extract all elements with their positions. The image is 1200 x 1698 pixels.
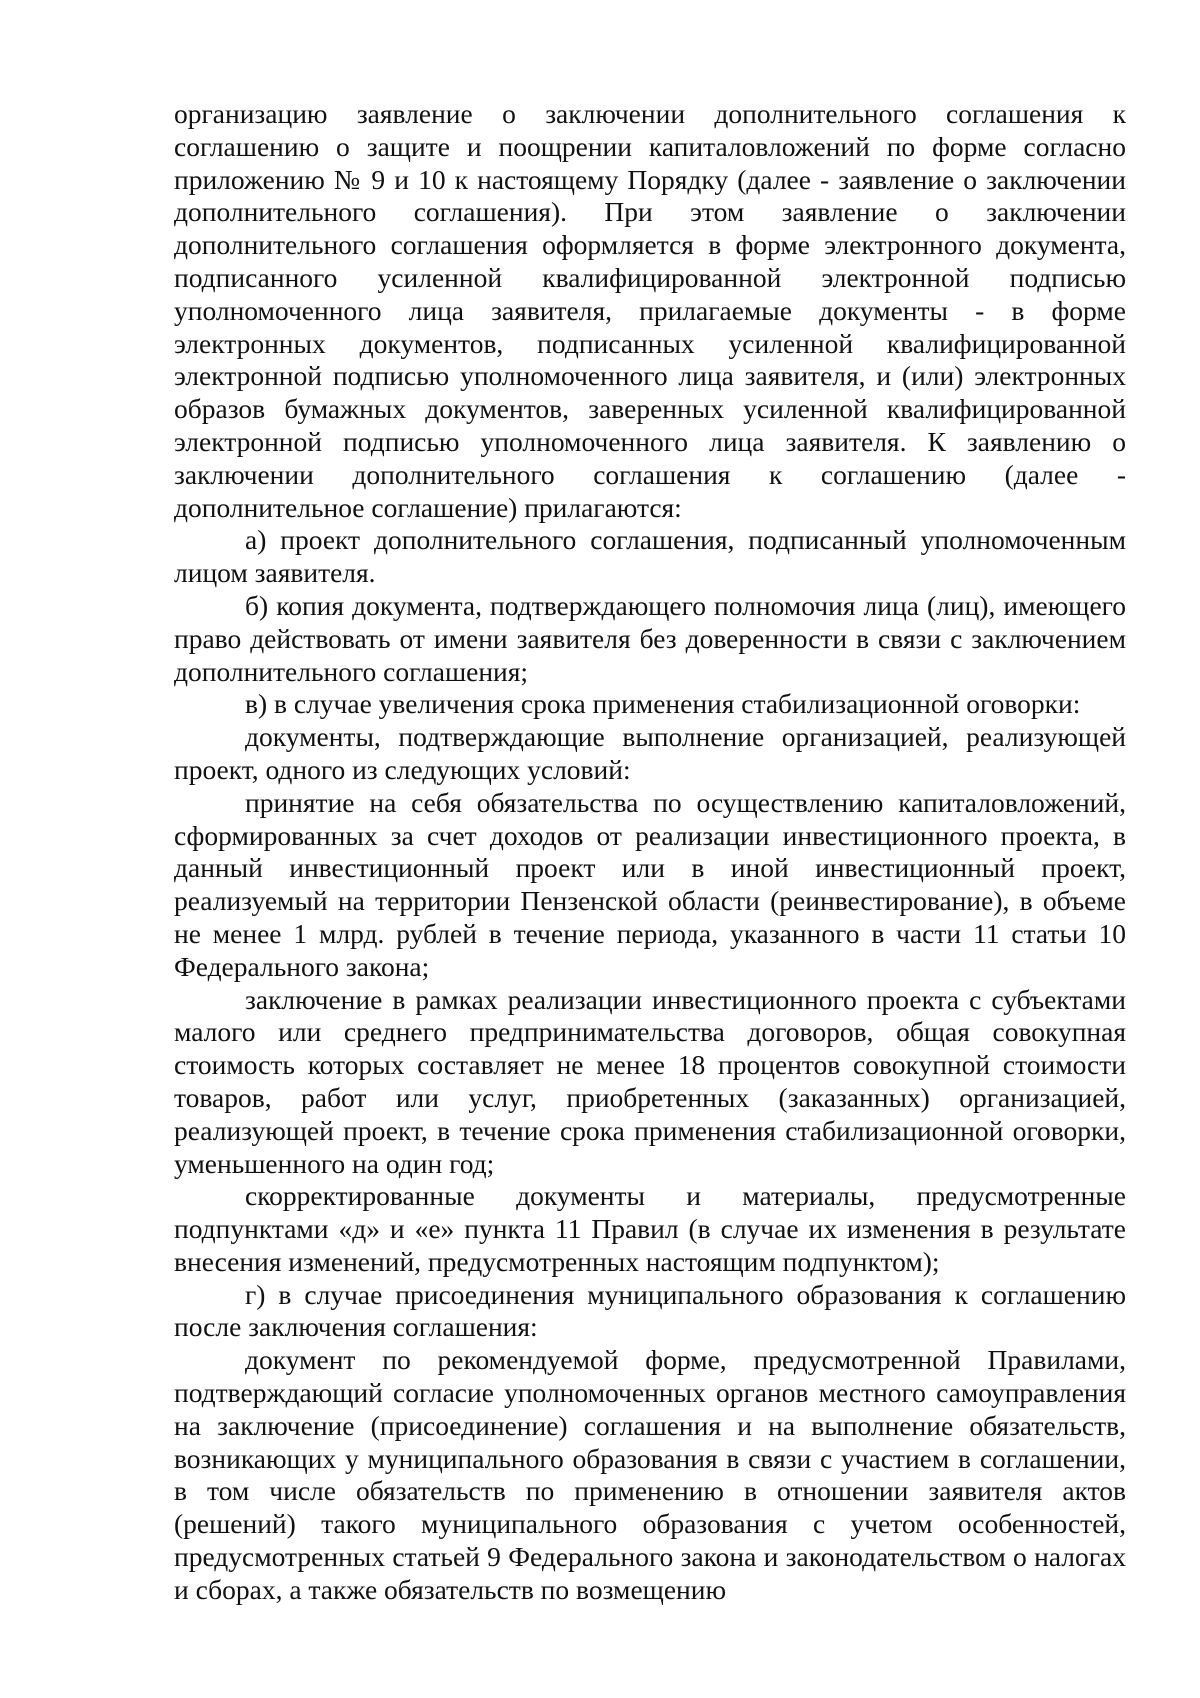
paragraph-item-g-consent-document: документ по рекомендуемой форме, предусмотренной Правилами, подтверждающий согласие уполномоченных органов местного самоуправления на заключение (присоединение) соглашения и на выполнение обязательств, возникающих у муниципального образования в связи с участием в соглашении, в том числе обязательств по применению в отношении заявителя актов (решений) такого муниципального образования с учетом особенностей, предусмотренных статьей 9 Федерального закона и законодательством о налогах и сборах, а также обязательств по возмещению: [174, 1344, 1126, 1605]
paragraph-item-v: в) в случае увеличения срока применения стабилизационной оговорки:: [245, 688, 1081, 720]
paragraph-item-v-sme-contracts: заключение в рамках реализации инвестиционного проекта с субъектами малого или среднего предпринимательства договоров, общая совокупная стоимость которых составляет не менее 18 процентов совокупной стоимости товаров, работ или услуг, приобретенных (заказанных) организацией, реализующей проект, в течение срока применения стабилизационной оговорки, уменьшенного на один год;: [174, 983, 1126, 1179]
paragraph-item-g: г) в случае присоединения муниципального образования к соглашению после заключения соглашения:: [174, 1278, 1126, 1343]
paragraph-item-b: б) копия документа, подтверждающего полномочия лица (лиц), имеющего право действовать от имени заявителя без доверенности в связи с заключением дополнительного соглашения;: [174, 589, 1126, 687]
paragraph-item-v-documents: документы, подтверждающие выполнение организацией, реализующей проект, одного из следующих условий:: [174, 721, 1126, 785]
paragraph-item-v-corrected-documents: скорректированные документы и материалы, предусмотренные подпунктами «д» и «е» пункта 11 Правил (в случае их изменения в результате внесения изменений, предусмотренных настоящим подпунктом);: [174, 1180, 1126, 1277]
paragraph-intro: организацию заявление о заключении дополнительного соглашения к соглашению о защите и поощрении капиталовложений по форме согласно приложению № 9 и 10 к настоящему Порядку (далее - заявление о заключении дополнительного соглашения). При этом заявление о заключении дополнительного соглашения оформляется в форме электронного документа, подписанного усиленной квалифицированной электронной подписью уполномоченного лица заявителя, прилагаемые документы - в форме электронных документов, подписанных усиленной квалифицированной электронной подписью уполномоченного лица заявителя, и (или) электронных образов бумажных документов, заверенных усиленной квалифицированной электронной подписью уполномоченного лица заявителя. К заявлению о заключении дополнительного соглашения к соглашению (далее - дополнительное соглашение) прилагаются:: [174, 98, 1126, 523]
paragraph-item-v-reinvestment: принятие на себя обязательства по осуществлению капиталовложений, сформированных за счет доходов от реализации инвестиционного проекта, в данный инвестиционный проект или в иной инвестиционный проект, реализуемый на территории Пензенской области (реинвестирование), в объеме не менее 1 млрд. рублей в течение периода, указанного в части 11 статьи 10 Федерального закона;: [174, 786, 1126, 982]
paragraph-item-a: а) проект дополнительного соглашения, подписанный уполномоченным лицом заявителя.: [174, 524, 1126, 589]
document-page: [174, 98, 1126, 1607]
